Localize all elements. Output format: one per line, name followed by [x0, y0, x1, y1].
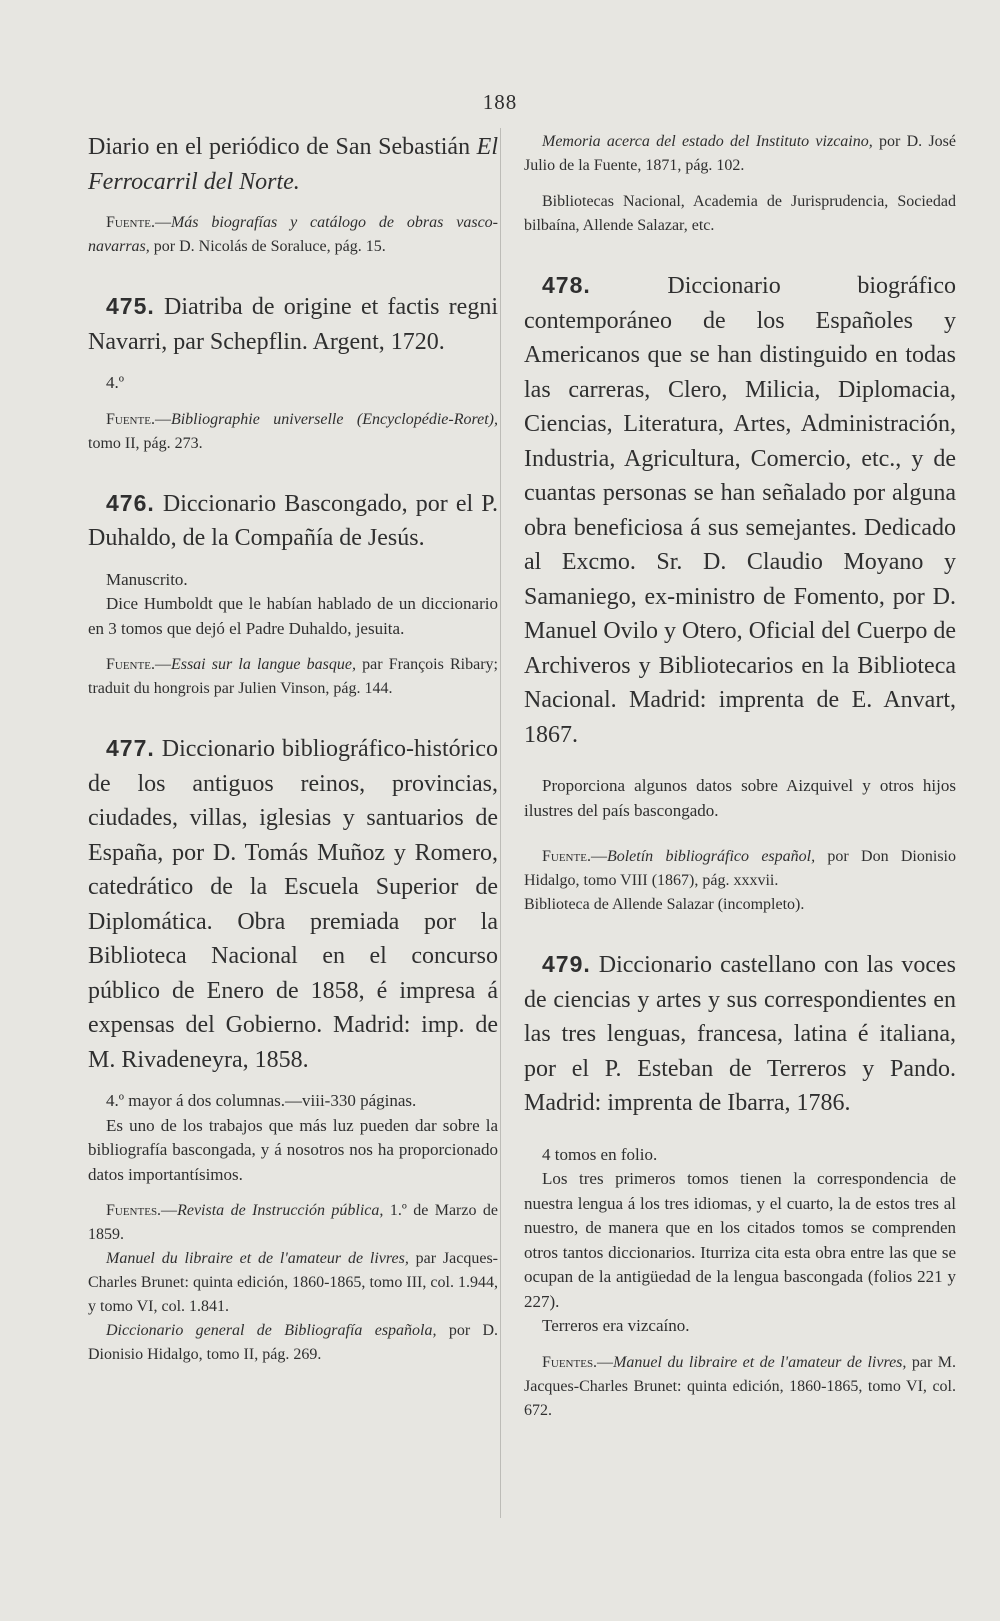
intro-source: Fuente.—Más biografías y catálogo de obras vasco-navarras, por D. Nicolás de Soraluce, pág. 15.	[88, 214, 498, 255]
entry-477-format: 4.º mayor á dos columnas.—viii-330 páginas.	[106, 1091, 417, 1110]
entry-478-source: Fuente.—Boletín bibliográfico español, por Don Dionisio Hidalgo, tomo VIII (1867), pág. xxxvii.	[524, 848, 956, 889]
entry-475: 475. Diatriba de origine et factis regni Navarri, par Schepflin. Argent, 1720.	[88, 293, 498, 355]
entry-479-format: 4 tomos en folio.	[542, 1144, 658, 1164]
page-number: 188	[482, 90, 518, 114]
entry-478-note: Proporciona algunos datos sobre Aizquivel y otros hijos ilustres del país bascongado.	[524, 776, 956, 820]
entry-479: 479. Diccionario castellano con las voces de ciencias y artes y sus correspondientes en las tres lenguas, francesa, latina é italiana, por el P. Esteban de Terreros y Pando. Madrid: imprenta de Ibarra, 1786.	[524, 951, 956, 1116]
entry-476-source: Fuente.—Essai sur la langue basque, par François Ribary; traduit du hongrois par Julien Vinson, pág. 144.	[88, 656, 498, 697]
right-column	[524, 130, 956, 1423]
entry-479-note: Los tres primeros tomos tienen la correspondencia de nuestra lengua á los tres idiomas, y el cuarto, la de estos tres al nuestro, de manera que en los citados tomos se comprenden otros tantos diccionarios. Iturriza cita esta obra entre las que se ocupan de la antigüedad de la lengua bascongada (folios 221 y 227).	[524, 1169, 956, 1311]
entry-476: 476. Diccionario Bascongado, por el P. Duhaldo, de la Compañía de Jesús.	[88, 489, 498, 551]
entry-477-source-2: Manuel du libraire et de l'amateur de livres, par Jacques-Charles Brunet: quinta edición, 1860-1865, tomo III, col. 1.944, y tomo VI, col. 1.841.	[88, 1250, 499, 1315]
entry-477-source-3: Diccionario general de Bibliografía española, por D. Dionisio Hidalgo, tomo II, pág. 269.	[88, 1322, 499, 1363]
entry-477: 477. Diccionario bibliográfico-histórico de los antiguos reinos, provincias, ciudades, villas, iglesias y santuarios de España, por D. Tomás Muñoz y Romero, catedrático de la Escuela Superior de Diplomática. Obra premiada por la Biblioteca Nacional en el concurso público de Enero de 1858, é impresa á expensas del Gobierno. Madrid: imp. de M. Rivadeneyra, 1858.	[88, 735, 498, 1073]
entry-477-note: Es uno de los trabajos que más luz pueden dar sobre la bibliografía bascongada, y á nosotros nos ha proporcionado datos importantísimos.	[88, 1115, 498, 1184]
entry-479-source: Fuentes.—Manuel du libraire et de l'amateur de livres, par M. Jacques-Charles Brunet: quinta edición, 1860-1865, tomo VI, col. 672.	[524, 1353, 956, 1419]
intro-paragraph: Diario en el periódico de San Sebastián El Ferrocarril del Norte.	[88, 134, 498, 195]
entry-476-note: Dice Humboldt que le habían hablado de un diccionario en 3 tomos que dejó el Padre Duhaldo, jesuita.	[88, 594, 498, 638]
entry-478-library: Biblioteca de Allende Salazar (incompleto).	[524, 896, 805, 913]
top-libraries: Bibliotecas Nacional, Academia de Jurisprudencia, Sociedad bilbaína, Allende Salazar, etc.	[524, 193, 956, 234]
column-divider	[500, 128, 501, 1518]
entry-476-manuscript: Manuscrito.	[106, 569, 188, 589]
entry-475-format: 4.º	[106, 373, 125, 392]
entry-478: 478. Diccionario biográfico contemporáneo de los Españoles y Americanos que se han distinguido en todas las carreras, Clero, Milicia, Diplomacia, Ciencias, Literatura, Artes, Administración, Industria, Agricultura, Comercio, etc., y de cuantas personas se han señalado por alguna obra beneficiosa á sus semejantes. Dedicado al Excmo. Sr. D. Claudio Moyano y Samaniego, ex-ministro de Fomento, por D. Manuel Ovilo y Otero, Oficial del Cuerpo de Archiveros y Bibliotecarios en la Biblioteca Nacional. Madrid: imprenta de E. Anvart, 1867.	[524, 272, 956, 748]
entry-479-author: Terreros era vizcaíno.	[542, 1316, 690, 1335]
left-column	[88, 130, 498, 1367]
entry-477-source-1: Fuentes.—Revista de Instrucción pública, 1.º de Marzo de 1859.	[88, 1202, 498, 1243]
entry-475-source: Fuente.—Bibliographie universelle (Encyclopédie-Roret), tomo II, pág. 273.	[88, 410, 498, 452]
top-source: Memoria acerca del estado del Instituto vizcaino, por D. José Julio de la Fuente, 1871, pág. 102.	[524, 133, 957, 174]
